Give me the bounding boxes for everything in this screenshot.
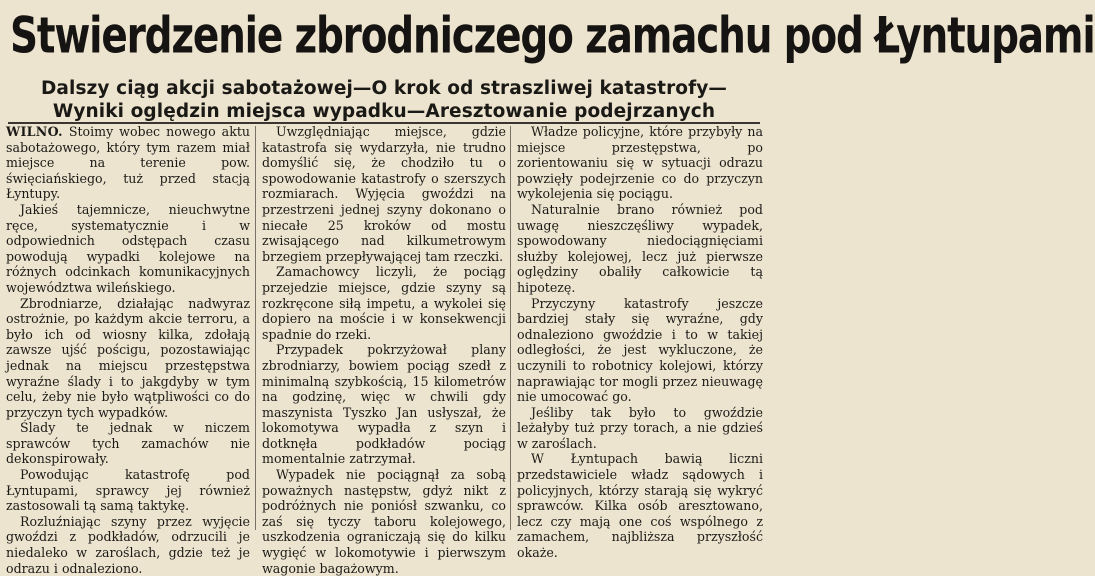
- article-paragraph: W Łyntupach bawią liczni przedstawiciele władz sądowych i policyjnych, którzy starają się wykryć sprawców. Kilka osób aresztowano, lecz czy mają one coś wspólnego z zamachem, najbliższa przyszłość okaże.: [517, 451, 763, 561]
- article-column-1: [6, 124, 250, 576]
- column-divider: [255, 126, 256, 530]
- article-paragraph: Rozluźniając szyny przez wyjęcie gwoździ z podkładów, odrzucili je niedaleko w zaroślach, gdzie też je odrazu i odnaleziono.: [6, 513, 250, 576]
- article-paragraph: Powodując katastrofę pod Łyntupami, sprawcy jej również zastosowali tą samą taktykę.: [6, 467, 250, 514]
- article-paragraph: Wypadek nie pociągnął za sobą poważnych następstw, gdyż nikt z podróżnych nie poniósł szwanku, co zaś się tyczy taboru kolejowego, uszkodzenia ograniczają się do kilku wygięć w lokomotywie i pierwszym wagonie bagażowym.: [262, 467, 506, 576]
- article-paragraph: Władze policyjne, które przybyły na miejsce przestępstwa, po zorientowaniu się w sytuacji odrazu powzięły podejrzenie co do przyczyn wykolejenia się pociągu.: [517, 124, 763, 202]
- article-column-2: [262, 124, 506, 576]
- article-paragraph: Zamachowcy liczyli, że pociąg przejedzie miejsce, gdzie szyny są rozkręcone siłą impetu, a wykolei się dopiero na moście i w konsekwencji spadnie do rzeki.: [262, 264, 506, 342]
- article-paragraph: WILNO. Stoimy wobec nowego aktu sabotażowego, który tym razem miał miejsce na terenie pow. święciańskiego, tuż przed stacją Łyntupy.: [6, 124, 250, 202]
- article-paragraph: Jakieś tajemnicze, nieuchwytne ręce, systematycznie i w odpowiednich odstępach czasu powodują wypadki kolejowe na różnych odcinkach komunikacyjnych województwa wileńskiego.: [6, 201, 250, 295]
- article-column-3: [517, 124, 763, 561]
- article-paragraph: Przypadek pokrzyżował plany zbrodniarzy, bowiem pociąg szedł z minimalną szybkością, 15 kilometrów na godzinę, więc w chwili gdy maszynista Tyszko Jan usłyszał, że lokomotywa wypadła z szyn i dotknęła podkładów pociąg momentalnie zatrzymał.: [262, 342, 506, 467]
- headline: Stwierdzenie zbrodniczego zamachu pod Łyntupami: [10, 7, 1095, 66]
- article-paragraph: Zbrodniarze, działając nadwyraz ostrożnie, po każdym akcie terroru, a było ich od wiosny kilka, zdołają zawsze ujść pościgu, pozostawiając jednak na miejscu przestępstwa wyraźne ślady i to jakgdyby w tym celu, żeby nie było wątpliwości co do przyczyn tych wypadków.: [6, 295, 250, 420]
- article-paragraph: Jeśliby tak było to gwoździe leżałyby tuż przy torach, a nie gdzieś w zaroślach.: [517, 404, 763, 451]
- subheadline-line-2: Wyniki oględzin miejsca wypadku—Aresztowanie podejrzanych: [52, 101, 716, 122]
- column-divider: [510, 126, 511, 530]
- subheadline-line-1: Dalszy ciąg akcji sabotażowej—O krok od straszliwej katastrofy—: [40, 78, 728, 99]
- dateline: WILNO.: [6, 124, 63, 139]
- article-paragraph: Przyczyny katastrofy jeszcze bardziej stały się wyraźne, gdy odnaleziono gwoździe i to w takiej odległości, że jest wykluczone, że uczynili to robotnicy kolejowi, którzy naprawiając tor mogli przez nieuwagę nie umocować go.: [517, 295, 763, 405]
- article-paragraph: Naturalnie brano również pod uwagę nieszczęśliwy wypadek, spowodowany niedociągnięciami służby kolejowej, lecz już pierwsze oględziny obaliły całkowicie tą hipotezę.: [517, 201, 763, 295]
- article-paragraph: Uwzględniając miejsce, gdzie katastrofa się wydarzyła, nie trudno domyślić się, że chodziło tu o spowodowanie katastrofy o szerszych rozmiarach. Wyjęcia gwoździ na przestrzeni jednej szyny dokonano o niecałe 25 kroków od mostu zwisającego nad kilkumetrowym brzegiem przepływającej tam rzeczki.: [262, 124, 506, 264]
- article-paragraph: Ślady te jednak w niczem sprawców tych zamachów nie dekonspirowały.: [6, 420, 250, 467]
